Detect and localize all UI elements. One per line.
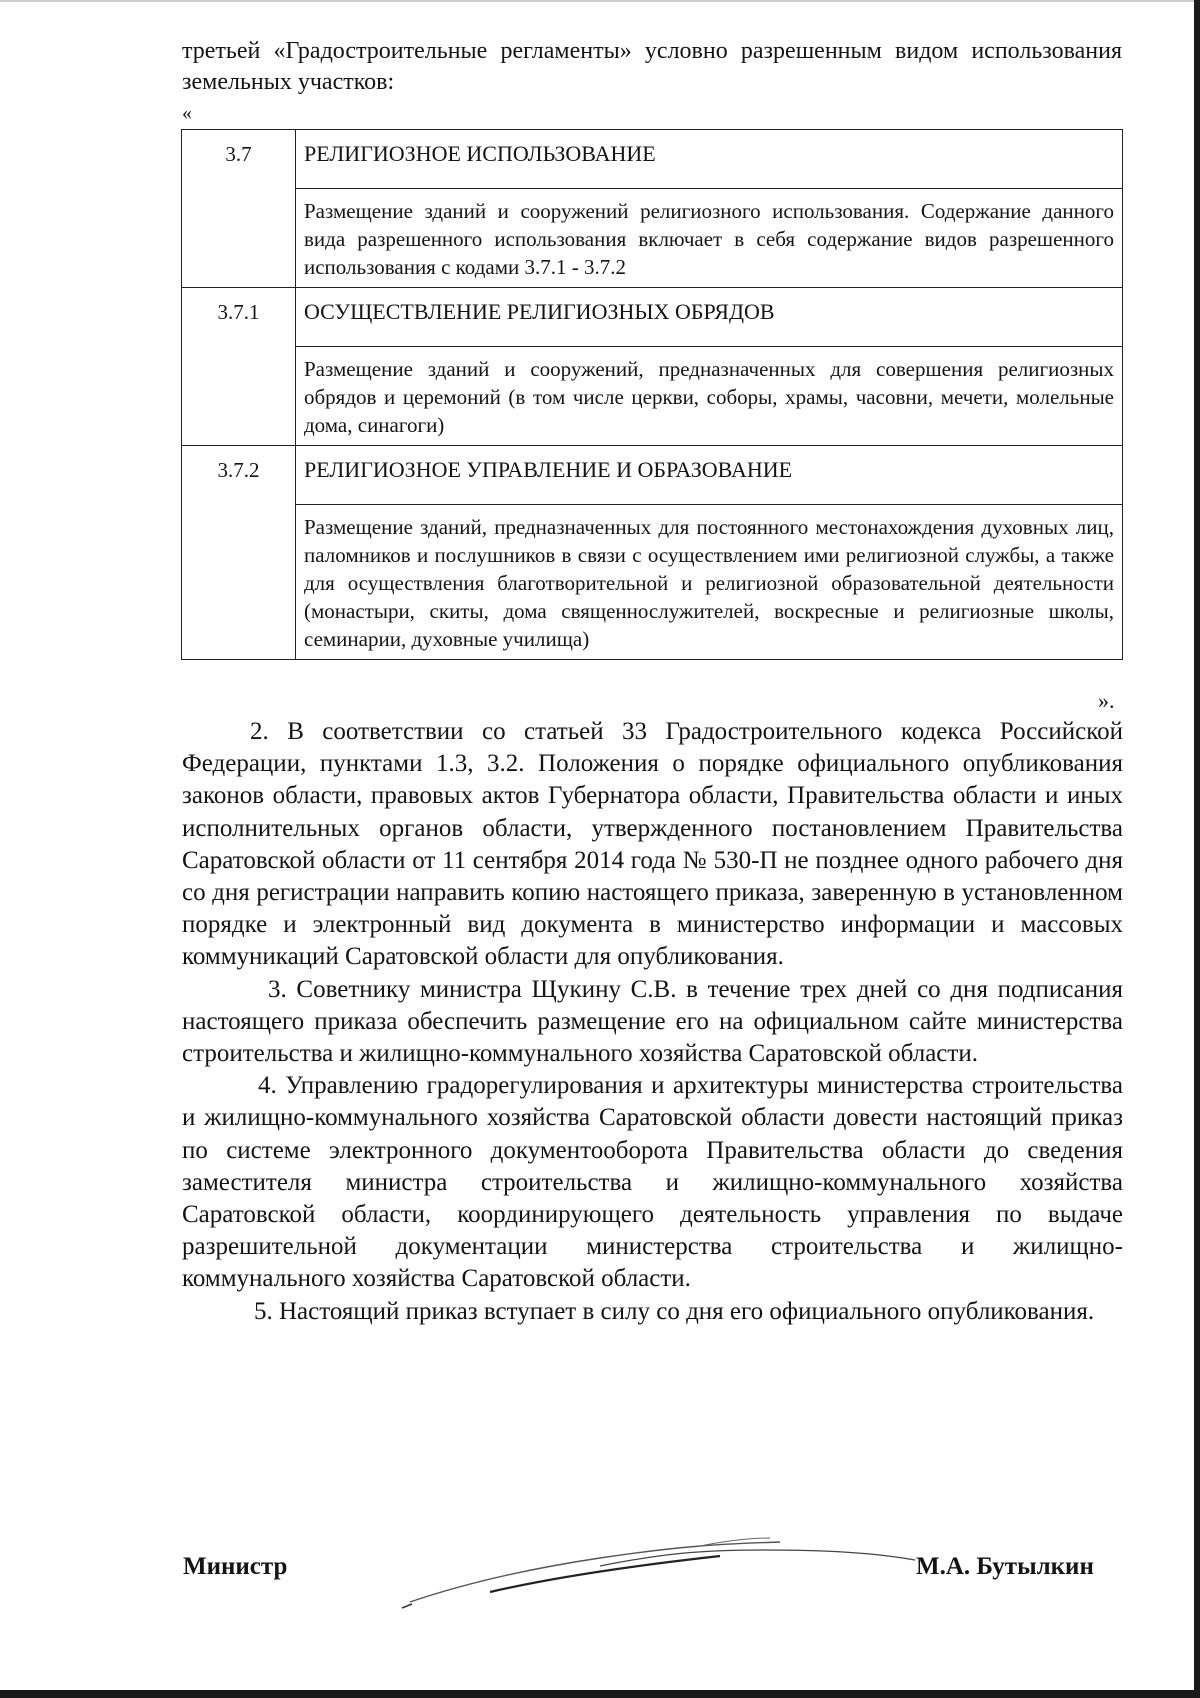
table-row [182,347,1123,446]
table-row [182,189,1123,288]
use-name-cell: РЕЛИГИОЗНОЕ ИСПОЛЬЗОВАНИЕ [296,130,1123,189]
use-description-cell: Размещение зданий и сооружений, предназначенных для совершения религиозных обрядов и церемоний (в том числе церкви, соборы, храмы, часовни, мечети, молельные дома, синагоги) [296,347,1123,446]
signatory-name: М.А. Бутылкин [916,1553,1094,1580]
use-description-cell: Размещение зданий и сооружений религиозного использования. Содержание данного вида разрешенного использования включает в себя содержание видов разрешенного использования с кодами 3.7.1 - 3.7.2 [296,189,1123,288]
scan-edge-top [0,0,1200,2]
closing-quote-mark: ». [1098,688,1115,713]
intro-paragraph: третьей «Градостроительные регламенты» условно разрешенным видом использования земельных участков: [182,38,1122,95]
table-row [182,288,1123,347]
table-row [182,130,1123,189]
signatory-title: Министр [183,1553,288,1580]
scan-edge-bottom [0,1690,1200,1698]
opening-quote-mark: « [182,102,192,124]
order-body [182,716,1123,1328]
table-row [182,446,1123,505]
use-code-cell: 3.7 [182,130,296,288]
use-code-cell: 3.7.1 [182,288,296,446]
paragraph-5: 5. Настоящий приказ вступает в силу со дня его официального опубликования. [254,1297,1095,1325]
use-description-cell: Размещение зданий, предназначенных для постоянного местонахождения духовных лиц, паломников и послушников в связи с осуществлением ими религиозной службы, а также для осуществления благотворительной и религиозной образовательной деятельности (монастыри, скиты, дома священнослужителей, воскресные и религиозные школы, семинарии, духовные училища) [296,505,1123,660]
paragraph-3: 3. Советнику министра Щукину С.В. в течение трех дней со дня подписания настоящего приказа обеспечить размещение его на официальном сайте министерства строительства и жилищно-коммунального хозяйства Саратовской области. [182,975,1123,1068]
use-name-cell: ОСУЩЕСТВЛЕНИЕ РЕЛИГИОЗНЫХ ОБРЯДОВ [296,288,1123,347]
table-row [182,505,1123,660]
use-name-cell: РЕЛИГИОЗНОЕ УПРАВЛЕНИЕ И ОБРАЗОВАНИЕ [296,446,1123,505]
permitted-use-table [181,129,1123,660]
scan-edge-right [1194,0,1200,1698]
handwritten-signature [400,1530,920,1610]
use-code-cell: 3.7.2 [182,446,296,660]
paragraph-2: 2. В соответствии со статьей 33 Градостроительного кодекса Российской Федерации, пунктами 1.3, 3.2. Положения о порядке официального опубликования законов области, правовых актов Губернатора области, Правительства области и иных исполнительных органов области, утвержденного постановлением Правительства Саратовской области от 11 сентября 2014 года № 530-П не позднее одного рабочего дня со дня регистрации направить копию настоящего приказа, заверенную в установленном порядке и электронный вид документа в министерство информации и массовых коммуникаций Саратовской области для опубликования. [182,718,1123,971]
paragraph-4: 4. Управлению градорегулирования и архитектуры министерства строительства и жилищно-коммунального хозяйства Саратовской области довести настоящий приказ по системе электронного документооборота Правительства области до сведения заместителя министра строительства и жилищно-коммунального хозяйства Саратовской области, координирующего деятельность управления по выдаче разрешительной документации министерства строительства и жилищно-коммунального хозяйства Саратовской области. [182,1072,1123,1293]
